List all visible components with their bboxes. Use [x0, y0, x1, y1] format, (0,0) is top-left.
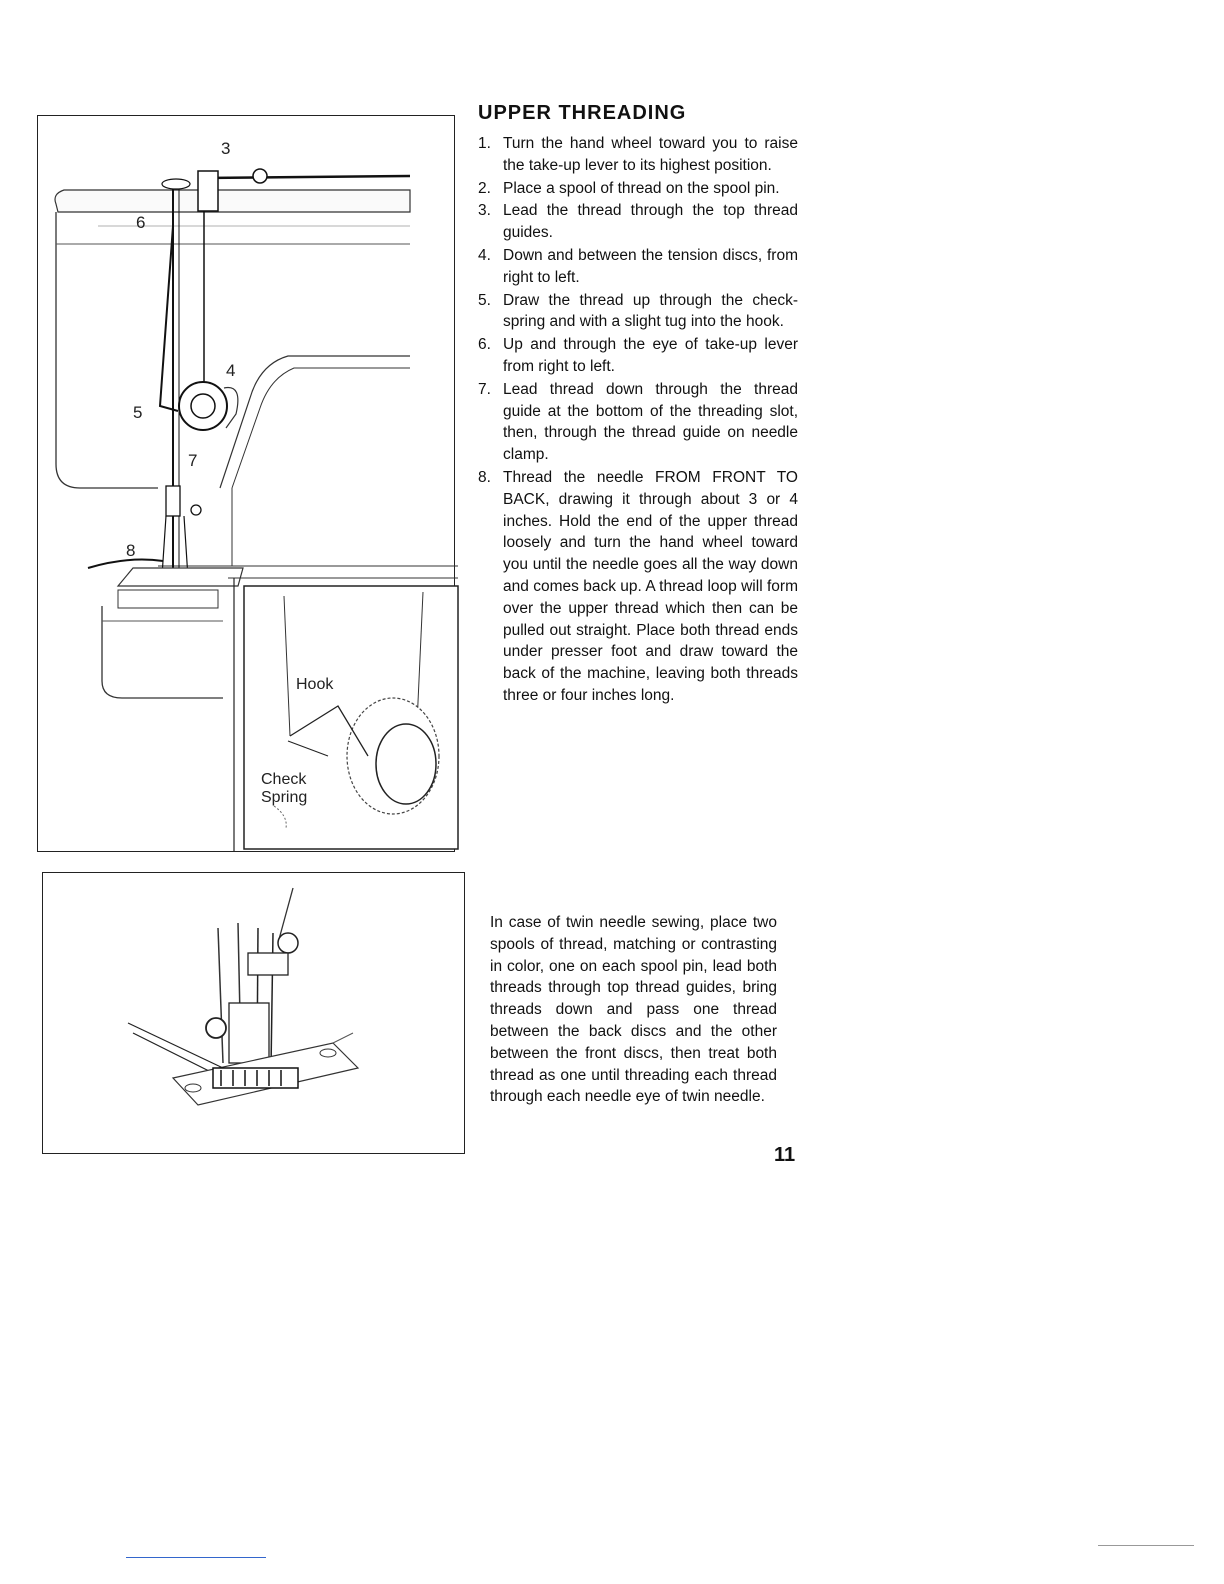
step-number: 7.	[478, 380, 491, 398]
step-number: 5.	[478, 291, 491, 309]
page-number: 11	[774, 1144, 796, 1166]
section-heading: UPPER THREADING	[478, 102, 687, 124]
threading-diagram-drawing	[38, 116, 458, 856]
spring-label: Spring	[261, 789, 308, 806]
step-text: Down and between the tension discs, from right to left.	[503, 246, 798, 286]
callout-4: 4	[226, 361, 236, 380]
step-item	[478, 290, 798, 334]
footer-divider	[126, 1557, 266, 1558]
step-item	[478, 334, 798, 378]
step-item	[478, 200, 798, 244]
step-item	[478, 467, 798, 707]
step-text: Place a spool of thread on the spool pin.	[503, 179, 780, 197]
step-item	[478, 245, 798, 289]
step-number: 2.	[478, 179, 491, 197]
instructions-column	[478, 102, 798, 708]
twin-needle-note: In case of twin needle sewing, place two spools of thread, matching or contrasting in color, one on each spool pin, lead both threads through top thread guides, bring threads down and pass one thread between the back discs and the other between the front discs, then treat both thread as one until threading each thread through each needle eye of twin needle.	[490, 914, 777, 1106]
step-text: Lead thread down through the thread guide at the bottom of the threading slot, then, through the thread guide on needle clamp.	[503, 380, 798, 464]
callout-8: 8	[126, 541, 136, 560]
step-item	[478, 133, 798, 177]
step-item	[478, 178, 798, 200]
callout-5: 5	[133, 403, 143, 422]
corner-divider	[1098, 1545, 1194, 1546]
twin-needle-figure	[42, 872, 465, 1154]
twin-needle-drawing	[43, 873, 464, 1153]
threading-steps-list	[478, 133, 798, 707]
hook-label: Hook	[296, 676, 334, 693]
step-item	[478, 379, 798, 466]
step-number: 3.	[478, 202, 491, 220]
step-number: 1.	[478, 135, 491, 152]
step-text: Lead the thread through the top thread guides.	[503, 202, 798, 242]
step-text: Draw the thread up through the check-spring and with a slight tug into the hook.	[503, 291, 798, 331]
step-text: Up and through the eye of take-up lever from right to left.	[503, 336, 798, 375]
callout-3: 3	[221, 139, 231, 158]
step-number: 6.	[478, 336, 491, 354]
callout-7: 7	[188, 451, 198, 470]
step-number: 4.	[478, 246, 491, 264]
callout-6: 6	[136, 213, 146, 232]
threading-diagram-figure	[37, 115, 455, 852]
step-text: Turn the hand wheel toward you to raise the take-up lever to its highest position.	[503, 135, 798, 174]
check-label: Check	[261, 771, 307, 788]
step-number: 8.	[478, 468, 491, 486]
step-text: Thread the needle FROM FRONT TO BACK, drawing it through about 3 or 4 inches. Hold the end of the upper thread loosely and turn the hand wheel toward you until the needle goes all the way down and comes back up. A thread loop will form over the upper thread which then can be pulled out straight. Place both thread ends under presser foot and draw toward the back of the machine, leaving both threads three or four inches long.	[503, 468, 798, 704]
